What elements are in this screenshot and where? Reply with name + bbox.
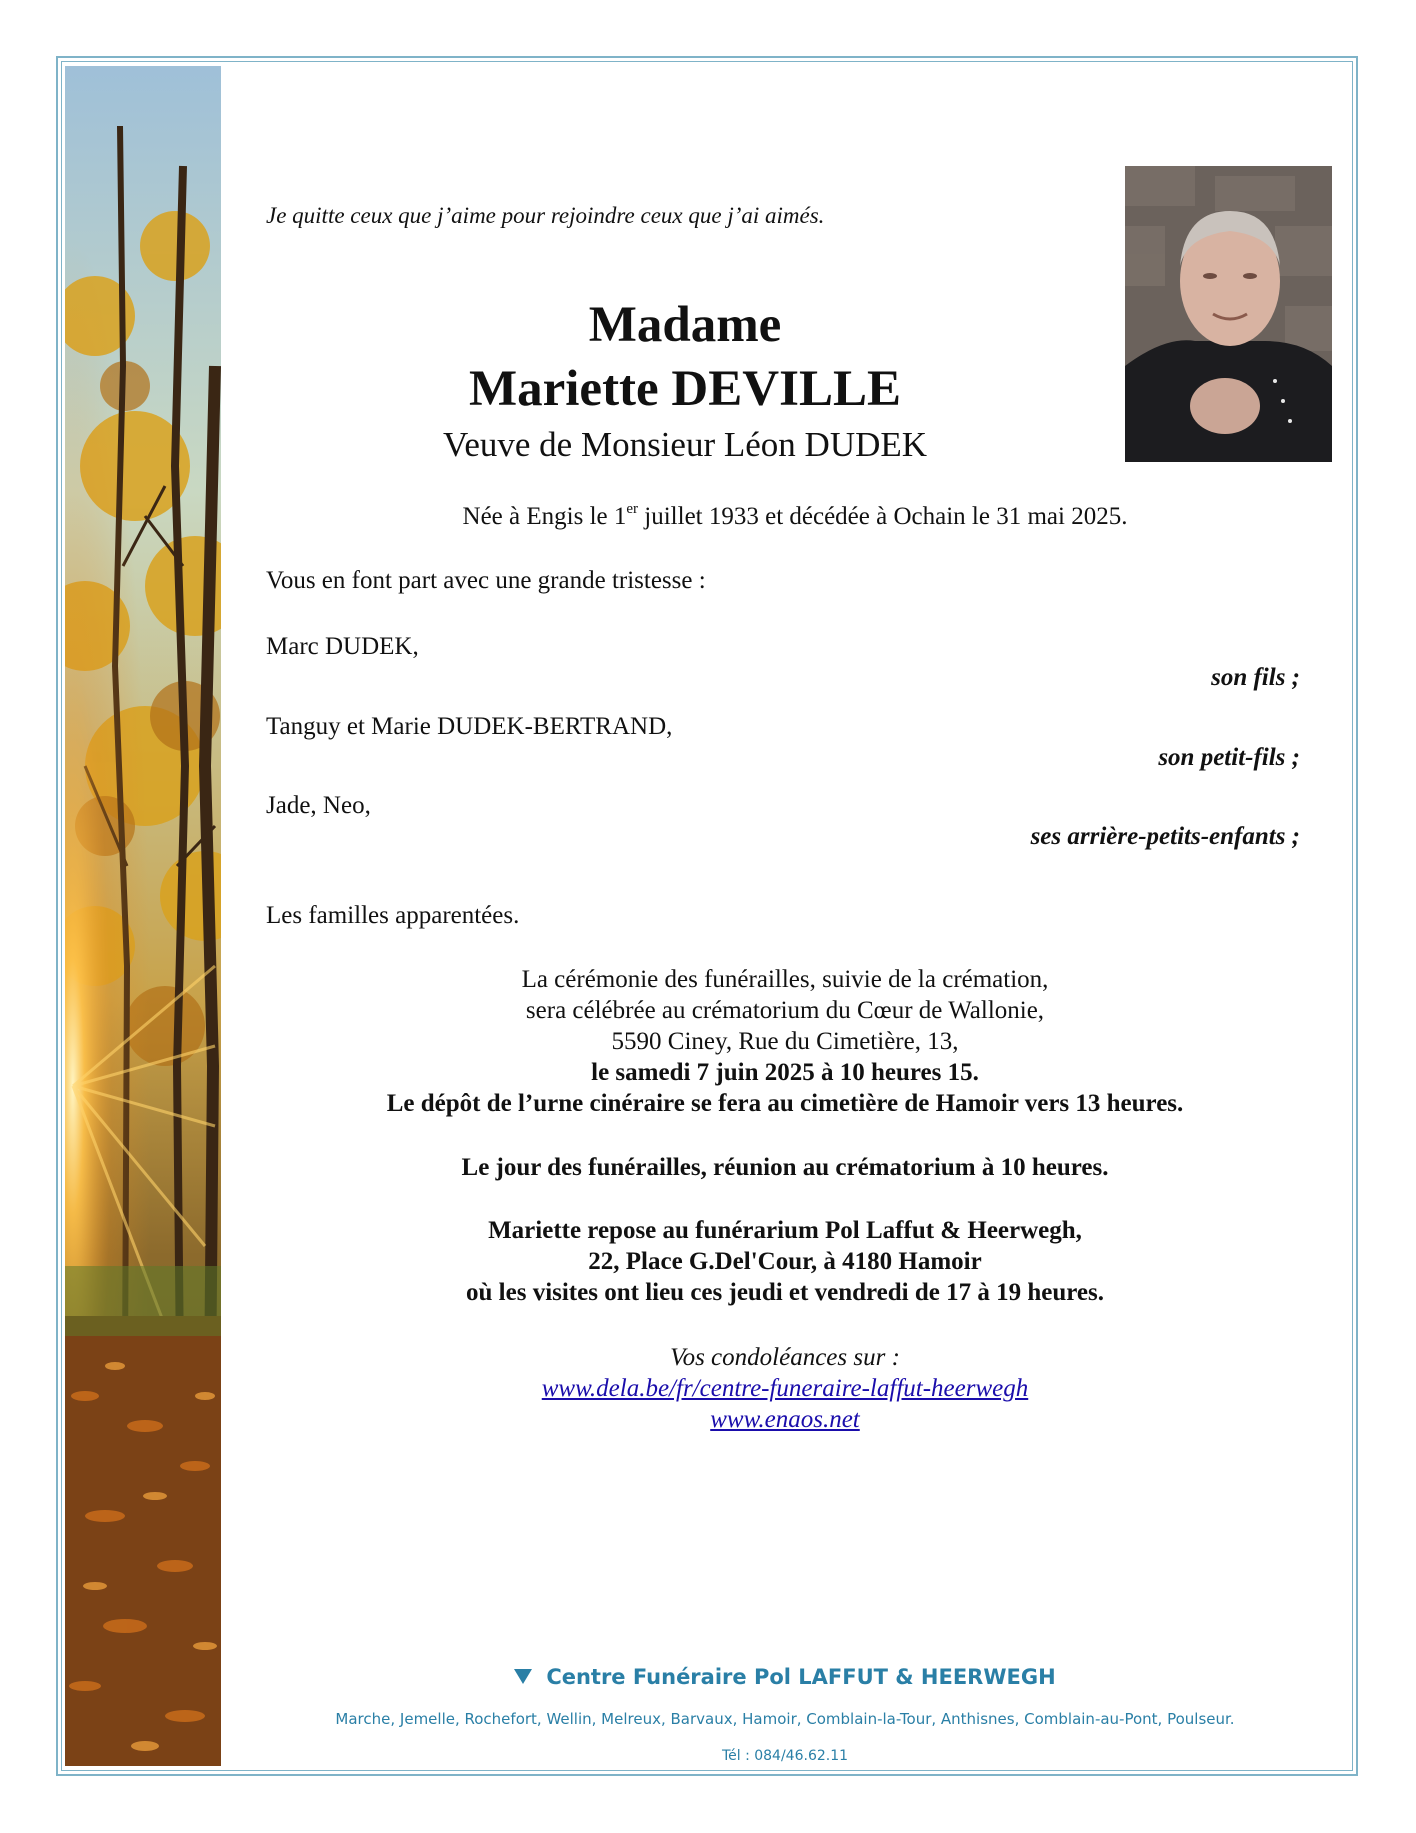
family-names: Marc DUDEK, [266, 633, 419, 660]
autumn-forest-image [65, 66, 221, 1766]
condolences-label: Vos condoléances sur : [670, 1344, 900, 1371]
rest-line-3: où les visites ont lieu ces jeudi et vendredi de 17 à 19 heures. [466, 1279, 1104, 1306]
announcement: Vous en font part avec une grande tristesse : [266, 567, 706, 594]
condolences-link-enaos[interactable]: www.enaos.net [710, 1406, 860, 1433]
rest-line-2: 22, Place G.Del'Cour, à 4180 Hamoir [588, 1248, 982, 1275]
condolences-link-dela[interactable]: www.dela.be/fr/centre-funeraire-laffut-heerwegh [541, 1375, 1029, 1402]
urn-deposit: Le dépôt de l’urne cinéraire se fera au cimetière de Hamoir vers 13 heures. [386, 1090, 1184, 1117]
widow-of: Veuve de Monsieur Léon DUDEK [442, 425, 928, 464]
meeting-info: Le jour des funérailles, réunion au crématorium à 10 heures. [461, 1154, 1109, 1181]
ceremony-line-2: sera célébrée au crématorium du Cœur de Wallonie, [525, 997, 1045, 1024]
family-relation: ses arrière-petits-enfants ; [1030, 823, 1300, 850]
funeral-home-name [265, 1665, 1305, 1689]
ceremony-date: le samedi 7 juin 2025 à 10 heures 15. [591, 1059, 979, 1086]
rest-line-1: Mariette repose au funérarium Pol Laffut & Heerwegh, [488, 1217, 1082, 1244]
birth-suffix: juillet 1933 et décédée à Ochain le 31 mai 2025. [638, 503, 1128, 530]
epitaph-quote: Je quitte ceux que j’aime pour rejoindre ceux que j’ai aimés. [266, 203, 825, 228]
birth-superscript: er [626, 501, 639, 517]
funeral-home-towns: Marche, Jemelle, Rochefort, Wellin, Melreux, Barvaux, Hamoir, Comblain-la-Tour, Anthisnes, Comblain-au-Pont, Poulseur. [335, 1710, 1235, 1728]
birth-death-line [260, 503, 1330, 531]
family-names: Jade, Neo, [266, 792, 371, 819]
family-names: Tanguy et Marie DUDEK-BERTRAND, [266, 713, 673, 740]
funeral-home-phone: Tél : 084/46.62.11 [721, 1748, 849, 1764]
relatives: Les familles apparentées. [266, 902, 520, 929]
family-relation: son petit-fils ; [1158, 744, 1300, 771]
birth-prefix: Née à Engis le 1 [462, 503, 627, 530]
salutation: Madame [588, 297, 782, 353]
funeral-home-name-text: Centre Funéraire Pol LAFFUT & HEERWEGH [546, 1665, 1056, 1689]
portrait-photo [1125, 166, 1332, 462]
deceased-name: Mariette DEVILLE [468, 361, 901, 417]
triangle-down-icon [514, 1669, 532, 1684]
family-relation: son fils ; [1211, 664, 1300, 691]
ceremony-line-3: 5590 Ciney, Rue du Cimetière, 13, [611, 1028, 959, 1055]
ceremony-line-1: La cérémonie des funérailles, suivie de la crémation, [521, 966, 1049, 993]
